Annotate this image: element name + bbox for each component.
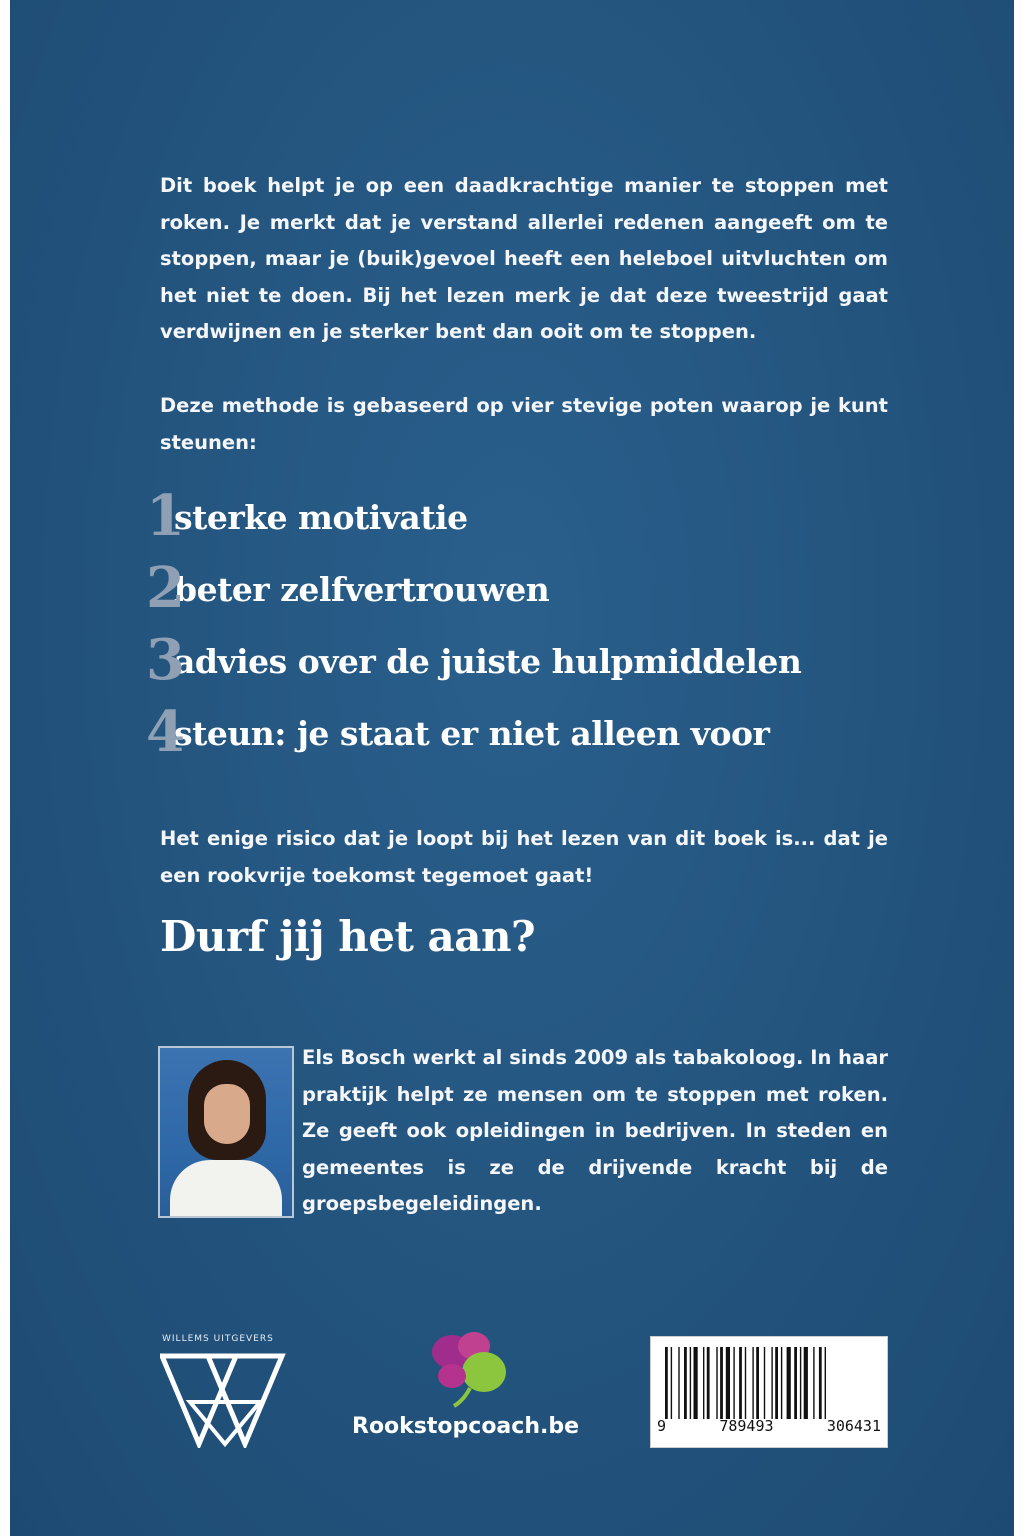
pillar-text: advies over de juiste hulpmiddelen <box>174 642 802 681</box>
publisher-name: WILLEMS UITGEVERS <box>162 1334 274 1344</box>
pillar-item-4 <box>146 699 770 765</box>
method-intro-paragraph: Deze methode is gebaseerd op vier stevige poten waarop je kunt steunen: <box>160 394 888 454</box>
intro-paragraph: Dit boek helpt je op een daadkrachtige manier te stoppen met roken. Je merkt dat je verstand allerlei redenen aangeeft om te stoppen, maar je (buik)gevoel heeft een heleboel uitvluchten om het niet te doen. Bij het lezen merk je dat deze tweestrijd gaat verdwijnen en je sterker bent dan ooit om te stoppen. <box>160 174 888 343</box>
barcode-digit-group: 9 <box>657 1417 667 1435</box>
pillar-text: sterke motivatie <box>174 498 468 537</box>
partner-logo <box>350 1330 590 1450</box>
pillar-number: 2 <box>146 555 185 621</box>
barcode-bars-icon <box>665 1347 873 1419</box>
pillar-text: steun: je staat er niet alleen voor <box>174 714 770 753</box>
headline: Durf jij het aan? <box>160 912 536 961</box>
pillar-item-3 <box>146 627 802 693</box>
pillar-item-1 <box>146 483 468 549</box>
partner-name: Rookstopcoach.be <box>352 1414 580 1439</box>
barcode-digit-group: 789493 <box>719 1417 774 1435</box>
author-photo <box>158 1046 294 1218</box>
publisher-logo <box>160 1334 300 1454</box>
book-back-cover <box>10 0 1014 1536</box>
pillar-number: 3 <box>146 627 185 693</box>
barcode-digit-group: 306431 <box>826 1417 881 1435</box>
pillar-text: beter zelfvertrouwen <box>174 570 550 609</box>
author-shirt <box>170 1160 282 1218</box>
triangles-w-logo-icon <box>160 1352 286 1448</box>
pillar-item-2 <box>146 555 550 621</box>
author-bio: Els Bosch werkt al sinds 2009 als tabakoloog. In haar praktijk helpt ze mensen om te stoppen met roken. Ze geeft ook opleidingen in bedrijven. In steden en gemeentes is ze de drijvende kracht bij de groepsbegeleidingen. <box>302 1046 888 1215</box>
isbn-barcode <box>650 1336 888 1448</box>
pillar-number: 4 <box>146 699 185 765</box>
barcode-digits <box>657 1417 881 1435</box>
pillar-number: 1 <box>146 483 185 549</box>
author-face <box>204 1084 250 1144</box>
clover-logo-icon <box>424 1330 514 1410</box>
risk-paragraph: Het enige risico dat je loopt bij het lezen van dit boek is... dat je een rookvrije toekomst tegemoet gaat! <box>160 827 888 887</box>
